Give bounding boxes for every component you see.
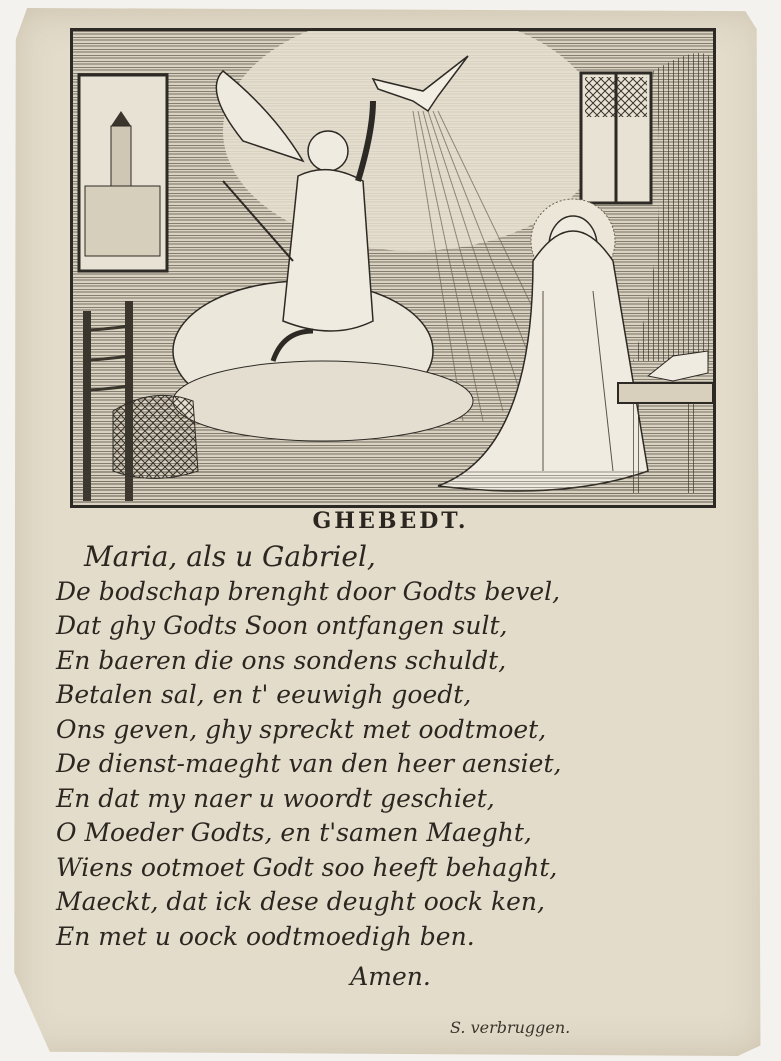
annunciation-engraving: [70, 28, 716, 508]
verse-line: En met u oock oodtmoedigh ben.: [56, 921, 475, 951]
closing-amen: Amen.: [350, 962, 431, 991]
verse-line: Maria, als u Gabriel,: [84, 540, 376, 573]
verse-line: De bodschap brenght door Godts bevel,: [56, 576, 561, 606]
prayer-verse: [56, 540, 736, 954]
verse-line: Wiens ootmoet Godt soo heeft behaght,: [56, 852, 558, 882]
verse-line: De dienst-maeght van den heer aensiet,: [56, 749, 562, 778]
verse-line: En dat my naer u woordt geschiet,: [56, 783, 495, 813]
verse-line: Maeckt, dat ick dese deught oock ken,: [56, 887, 545, 916]
window-right: [581, 73, 651, 203]
artist-signature: S. verbruggen.: [450, 1018, 571, 1037]
verse-line: En baeren die ons sondens schuldt,: [56, 645, 507, 675]
window-left: [79, 75, 167, 271]
verse-line: Ons geven, ghy spreckt met oodtmoet,: [56, 714, 547, 744]
prayer-title: GHEBEDT.: [312, 508, 469, 534]
verse-line: Dat ghy Godts Soon ontfangen sult,: [56, 611, 508, 640]
engraving-illustration: [73, 31, 713, 505]
verse-line: O Moeder Godts, en t'samen Maeght,: [56, 818, 532, 847]
verse-line: Betalen sal, en t' eeuwigh goedt,: [56, 680, 472, 709]
